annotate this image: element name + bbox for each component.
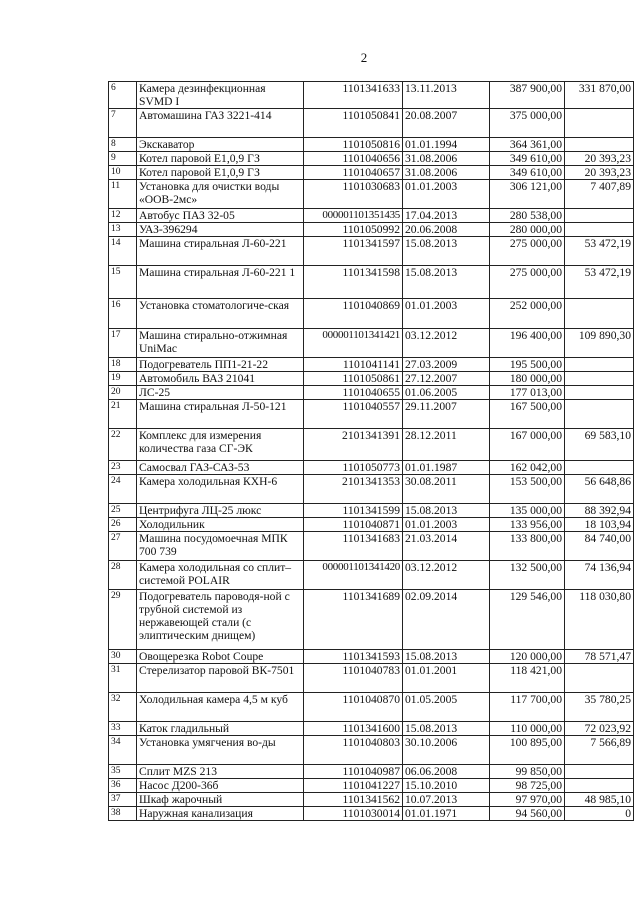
asset-name-cell: ЛС-25 [137,386,304,400]
acquisition-date-cell: 20.08.2007 [403,109,490,138]
table-row [109,722,634,736]
asset-name-cell: Установка умягчения во-ды [137,736,304,765]
residual-value-cell: 78 571,47 [565,650,634,664]
row-number-cell: 37 [109,793,137,807]
residual-value-cell [565,664,634,693]
residual-value-cell: 118 030,80 [565,590,634,650]
row-number-cell: 10 [109,166,137,180]
asset-name-cell: Подогреватель пароводя-ной с трубной системой из нержавеющей стали (с элиптическим днищем) [137,590,304,650]
table-row [109,561,634,590]
row-number-cell: 33 [109,722,137,736]
book-value-cell: 280 000,00 [490,223,565,237]
table-row [109,299,634,329]
row-number-cell: 19 [109,372,137,386]
table-row [109,329,634,358]
row-number-cell: 7 [109,109,137,138]
acquisition-date-cell: 15.08.2013 [403,266,490,299]
acquisition-date-cell: 15.08.2013 [403,650,490,664]
residual-value-cell: 109 890,30 [565,329,634,358]
row-number-cell: 32 [109,693,137,722]
residual-value-cell [565,779,634,793]
acquisition-date-cell: 20.06.2008 [403,223,490,237]
inventory-number-cell: 1101030014 [304,807,403,821]
residual-value-cell: 20 393,23 [565,152,634,166]
residual-value-cell: 0 [565,807,634,821]
book-value-cell: 94 560,00 [490,807,565,821]
inventory-number-cell: 1101040871 [304,518,403,532]
table-row [109,109,634,138]
row-number-cell: 27 [109,532,137,561]
asset-table-body [109,82,634,821]
acquisition-date-cell: 27.12.2007 [403,372,490,386]
asset-name-cell: Насос Д200-36б [137,779,304,793]
row-number-cell: 8 [109,138,137,152]
asset-name-cell: Каток гладильный [137,722,304,736]
inventory-number-cell: 1101040869 [304,299,403,329]
book-value-cell: 135 000,00 [490,504,565,518]
residual-value-cell: 331 870,00 [565,82,634,109]
residual-value-cell [565,209,634,223]
row-number-cell: 28 [109,561,137,590]
book-value-cell: 167 500,00 [490,400,565,429]
table-row [109,166,634,180]
row-number-cell: 22 [109,429,137,461]
acquisition-date-cell: 21.03.2014 [403,532,490,561]
residual-value-cell: 88 392,94 [565,504,634,518]
book-value-cell: 133 800,00 [490,532,565,561]
row-number-cell: 18 [109,358,137,372]
asset-name-cell: Шкаф жарочный [137,793,304,807]
row-number-cell: 36 [109,779,137,793]
book-value-cell: 133 956,00 [490,518,565,532]
inventory-number-cell: 1101040655 [304,386,403,400]
book-value-cell: 196 400,00 [490,329,565,358]
book-value-cell: 252 000,00 [490,299,565,329]
row-number-cell: 14 [109,237,137,266]
acquisition-date-cell: 03.12.2012 [403,561,490,590]
asset-name-cell: Самосвал ГАЗ-САЗ-53 [137,461,304,475]
acquisition-date-cell: 03.12.2012 [403,329,490,358]
book-value-cell: 275 000,00 [490,237,565,266]
book-value-cell: 132 500,00 [490,561,565,590]
acquisition-date-cell: 01.05.2005 [403,693,490,722]
row-number-cell: 26 [109,518,137,532]
residual-value-cell [565,299,634,329]
inventory-number-cell: 1101050841 [304,109,403,138]
book-value-cell: 118 421,00 [490,664,565,693]
asset-name-cell: Установка для очистки воды «ООВ-2мс» [137,180,304,209]
acquisition-date-cell: 31.08.2006 [403,152,490,166]
table-row [109,400,634,429]
table-row [109,765,634,779]
residual-value-cell [565,109,634,138]
book-value-cell: 364 361,00 [490,138,565,152]
inventory-number-cell: 1101040783 [304,664,403,693]
acquisition-date-cell: 30.10.2006 [403,736,490,765]
table-row [109,779,634,793]
book-value-cell: 100 895,00 [490,736,565,765]
table-row [109,807,634,821]
table-row [109,461,634,475]
row-number-cell: 30 [109,650,137,664]
inventory-number-cell: 1101050861 [304,372,403,386]
acquisition-date-cell: 15.10.2010 [403,779,490,793]
asset-name-cell: Котел паровой Е1,0,9 ГЗ [137,166,304,180]
asset-name-cell: Машина посудомоечная МПК 700 739 [137,532,304,561]
acquisition-date-cell: 01.01.2003 [403,518,490,532]
acquisition-date-cell: 01.01.2003 [403,299,490,329]
acquisition-date-cell: 01.01.1994 [403,138,490,152]
book-value-cell: 99 850,00 [490,765,565,779]
residual-value-cell: 53 472,19 [565,237,634,266]
book-value-cell: 280 538,00 [490,209,565,223]
asset-name-cell: Холодильная камера 4,5 м куб [137,693,304,722]
inventory-number-cell: 2101341353 [304,475,403,504]
inventory-number-cell: 1101341683 [304,532,403,561]
residual-value-cell: 56 648,86 [565,475,634,504]
acquisition-date-cell: 01.01.2003 [403,180,490,209]
inventory-number-cell: 1101050773 [304,461,403,475]
row-number-cell: 6 [109,82,137,109]
table-row [109,793,634,807]
asset-name-cell: Машина стиральная Л-60-221 1 [137,266,304,299]
row-number-cell: 25 [109,504,137,518]
acquisition-date-cell: 13.11.2013 [403,82,490,109]
inventory-number-cell: 000001101341421 [304,329,403,358]
table-row [109,650,634,664]
table-row [109,518,634,532]
inventory-number-cell: 1101041227 [304,779,403,793]
row-number-cell: 15 [109,266,137,299]
book-value-cell: 375 000,00 [490,109,565,138]
residual-value-cell: 53 472,19 [565,266,634,299]
book-value-cell: 98 725,00 [490,779,565,793]
table-row [109,266,634,299]
row-number-cell: 16 [109,299,137,329]
table-row [109,664,634,693]
asset-name-cell: УАЗ-396294 [137,223,304,237]
book-value-cell: 167 000,00 [490,429,565,461]
residual-value-cell [565,358,634,372]
residual-value-cell: 18 103,94 [565,518,634,532]
asset-name-cell: Сплит MZS 213 [137,765,304,779]
inventory-number-cell: 1101050816 [304,138,403,152]
row-number-cell: 21 [109,400,137,429]
table-row [109,180,634,209]
book-value-cell: 349 610,00 [490,166,565,180]
asset-name-cell: Автобус ПАЗ 32-05 [137,209,304,223]
page-number: 2 [360,50,368,65]
book-value-cell: 129 546,00 [490,590,565,650]
table-row [109,386,634,400]
residual-value-cell: 69 583,10 [565,429,634,461]
asset-name-cell: Камера холодильная со сплит–системой POLAIR [137,561,304,590]
table-row [109,429,634,461]
acquisition-date-cell: 10.07.2013 [403,793,490,807]
residual-value-cell: 74 136,94 [565,561,634,590]
residual-value-cell [565,386,634,400]
inventory-number-cell: 000001101341420 [304,561,403,590]
asset-name-cell: Центрифуга ЛЦ-25 люкс [137,504,304,518]
acquisition-date-cell: 01.01.1971 [403,807,490,821]
book-value-cell: 97 970,00 [490,793,565,807]
residual-value-cell: 35 780,25 [565,693,634,722]
row-number-cell: 11 [109,180,137,209]
residual-value-cell: 84 740,00 [565,532,634,561]
acquisition-date-cell: 30.08.2011 [403,475,490,504]
table-row [109,82,634,109]
row-number-cell: 23 [109,461,137,475]
asset-name-cell: Стерелизатор паровой ВК-7501 [137,664,304,693]
table-row [109,358,634,372]
book-value-cell: 180 000,00 [490,372,565,386]
inventory-number-cell: 2101341391 [304,429,403,461]
asset-name-cell: Овощерезка Robot Coupe [137,650,304,664]
inventory-number-cell: 1101341593 [304,650,403,664]
table-row [109,237,634,266]
table-row [109,504,634,518]
inventory-number-cell: 1101040803 [304,736,403,765]
acquisition-date-cell: 31.08.2006 [403,166,490,180]
book-value-cell: 120 000,00 [490,650,565,664]
book-value-cell: 349 610,00 [490,152,565,166]
asset-name-cell: Наружная канализация [137,807,304,821]
inventory-number-cell: 1101341599 [304,504,403,518]
acquisition-date-cell: 01.01.1987 [403,461,490,475]
acquisition-date-cell: 15.08.2013 [403,722,490,736]
inventory-number-cell: 1101341562 [304,793,403,807]
acquisition-date-cell: 15.08.2013 [403,504,490,518]
book-value-cell: 387 900,00 [490,82,565,109]
inventory-number-cell: 000001101351435 [304,209,403,223]
inventory-number-cell: 1101341597 [304,237,403,266]
inventory-number-cell: 1101040657 [304,166,403,180]
row-number-cell: 38 [109,807,137,821]
inventory-number-cell: 1101040557 [304,400,403,429]
book-value-cell: 162 042,00 [490,461,565,475]
row-number-cell: 34 [109,736,137,765]
inventory-number-cell: 1101041141 [304,358,403,372]
residual-value-cell [565,372,634,386]
acquisition-date-cell: 17.04.2013 [403,209,490,223]
asset-name-cell: Машина стиральная Л-50-121 [137,400,304,429]
residual-value-cell: 7 566,89 [565,736,634,765]
inventory-number-cell: 1101341600 [304,722,403,736]
row-number-cell: 31 [109,664,137,693]
table-row [109,475,634,504]
asset-name-cell: Камера холодильная КХН-6 [137,475,304,504]
acquisition-date-cell: 27.03.2009 [403,358,490,372]
asset-name-cell: Автомобиль ВАЗ 21041 [137,372,304,386]
asset-name-cell: Экскаватор [137,138,304,152]
residual-value-cell [565,223,634,237]
book-value-cell: 177 013,00 [490,386,565,400]
table-row [109,693,634,722]
row-number-cell: 20 [109,386,137,400]
inventory-number-cell: 1101050992 [304,223,403,237]
inventory-number-cell: 1101341598 [304,266,403,299]
acquisition-date-cell: 02.09.2014 [403,590,490,650]
asset-name-cell: Автомашина ГАЗ 3221-414 [137,109,304,138]
row-number-cell: 12 [109,209,137,223]
row-number-cell: 29 [109,590,137,650]
acquisition-date-cell: 01.01.2001 [403,664,490,693]
table-row [109,372,634,386]
row-number-cell: 17 [109,329,137,358]
table-row [109,532,634,561]
asset-name-cell: Комплекс для измерения количества газа СГ-ЭК [137,429,304,461]
inventory-number-cell: 1101040656 [304,152,403,166]
acquisition-date-cell: 01.06.2005 [403,386,490,400]
asset-name-cell: Установка стоматологиче-ская [137,299,304,329]
inventory-number-cell: 1101341633 [304,82,403,109]
asset-name-cell: Машина стирально-отжимная UniMac [137,329,304,358]
table-row [109,209,634,223]
book-value-cell: 153 500,00 [490,475,565,504]
asset-name-cell: Подогреватель ПП1-21-22 [137,358,304,372]
table-row [109,223,634,237]
acquisition-date-cell: 28.12.2011 [403,429,490,461]
table-row [109,138,634,152]
inventory-number-cell: 1101030683 [304,180,403,209]
book-value-cell: 306 121,00 [490,180,565,209]
row-number-cell: 24 [109,475,137,504]
inventory-number-cell: 1101040870 [304,693,403,722]
table-row [109,736,634,765]
acquisition-date-cell: 29.11.2007 [403,400,490,429]
acquisition-date-cell: 06.06.2008 [403,765,490,779]
book-value-cell: 110 000,00 [490,722,565,736]
residual-value-cell: 7 407,89 [565,180,634,209]
residual-value-cell [565,138,634,152]
asset-table [108,81,634,821]
acquisition-date-cell: 15.08.2013 [403,237,490,266]
residual-value-cell: 48 985,10 [565,793,634,807]
book-value-cell: 117 700,00 [490,693,565,722]
residual-value-cell [565,765,634,779]
inventory-number-cell: 1101341689 [304,590,403,650]
table-row [109,590,634,650]
asset-name-cell: Камера дезинфекционная SVMD I [137,82,304,109]
row-number-cell: 35 [109,765,137,779]
book-value-cell: 195 500,00 [490,358,565,372]
table-row [109,152,634,166]
residual-value-cell [565,461,634,475]
asset-name-cell: Котел паровой Е1,0,9 ГЗ [137,152,304,166]
residual-value-cell: 72 023,92 [565,722,634,736]
residual-value-cell [565,400,634,429]
asset-name-cell: Холодильник [137,518,304,532]
residual-value-cell: 20 393,23 [565,166,634,180]
book-value-cell: 275 000,00 [490,266,565,299]
asset-name-cell: Машина стиральная Л-60-221 [137,237,304,266]
row-number-cell: 13 [109,223,137,237]
inventory-number-cell: 1101040987 [304,765,403,779]
row-number-cell: 9 [109,152,137,166]
